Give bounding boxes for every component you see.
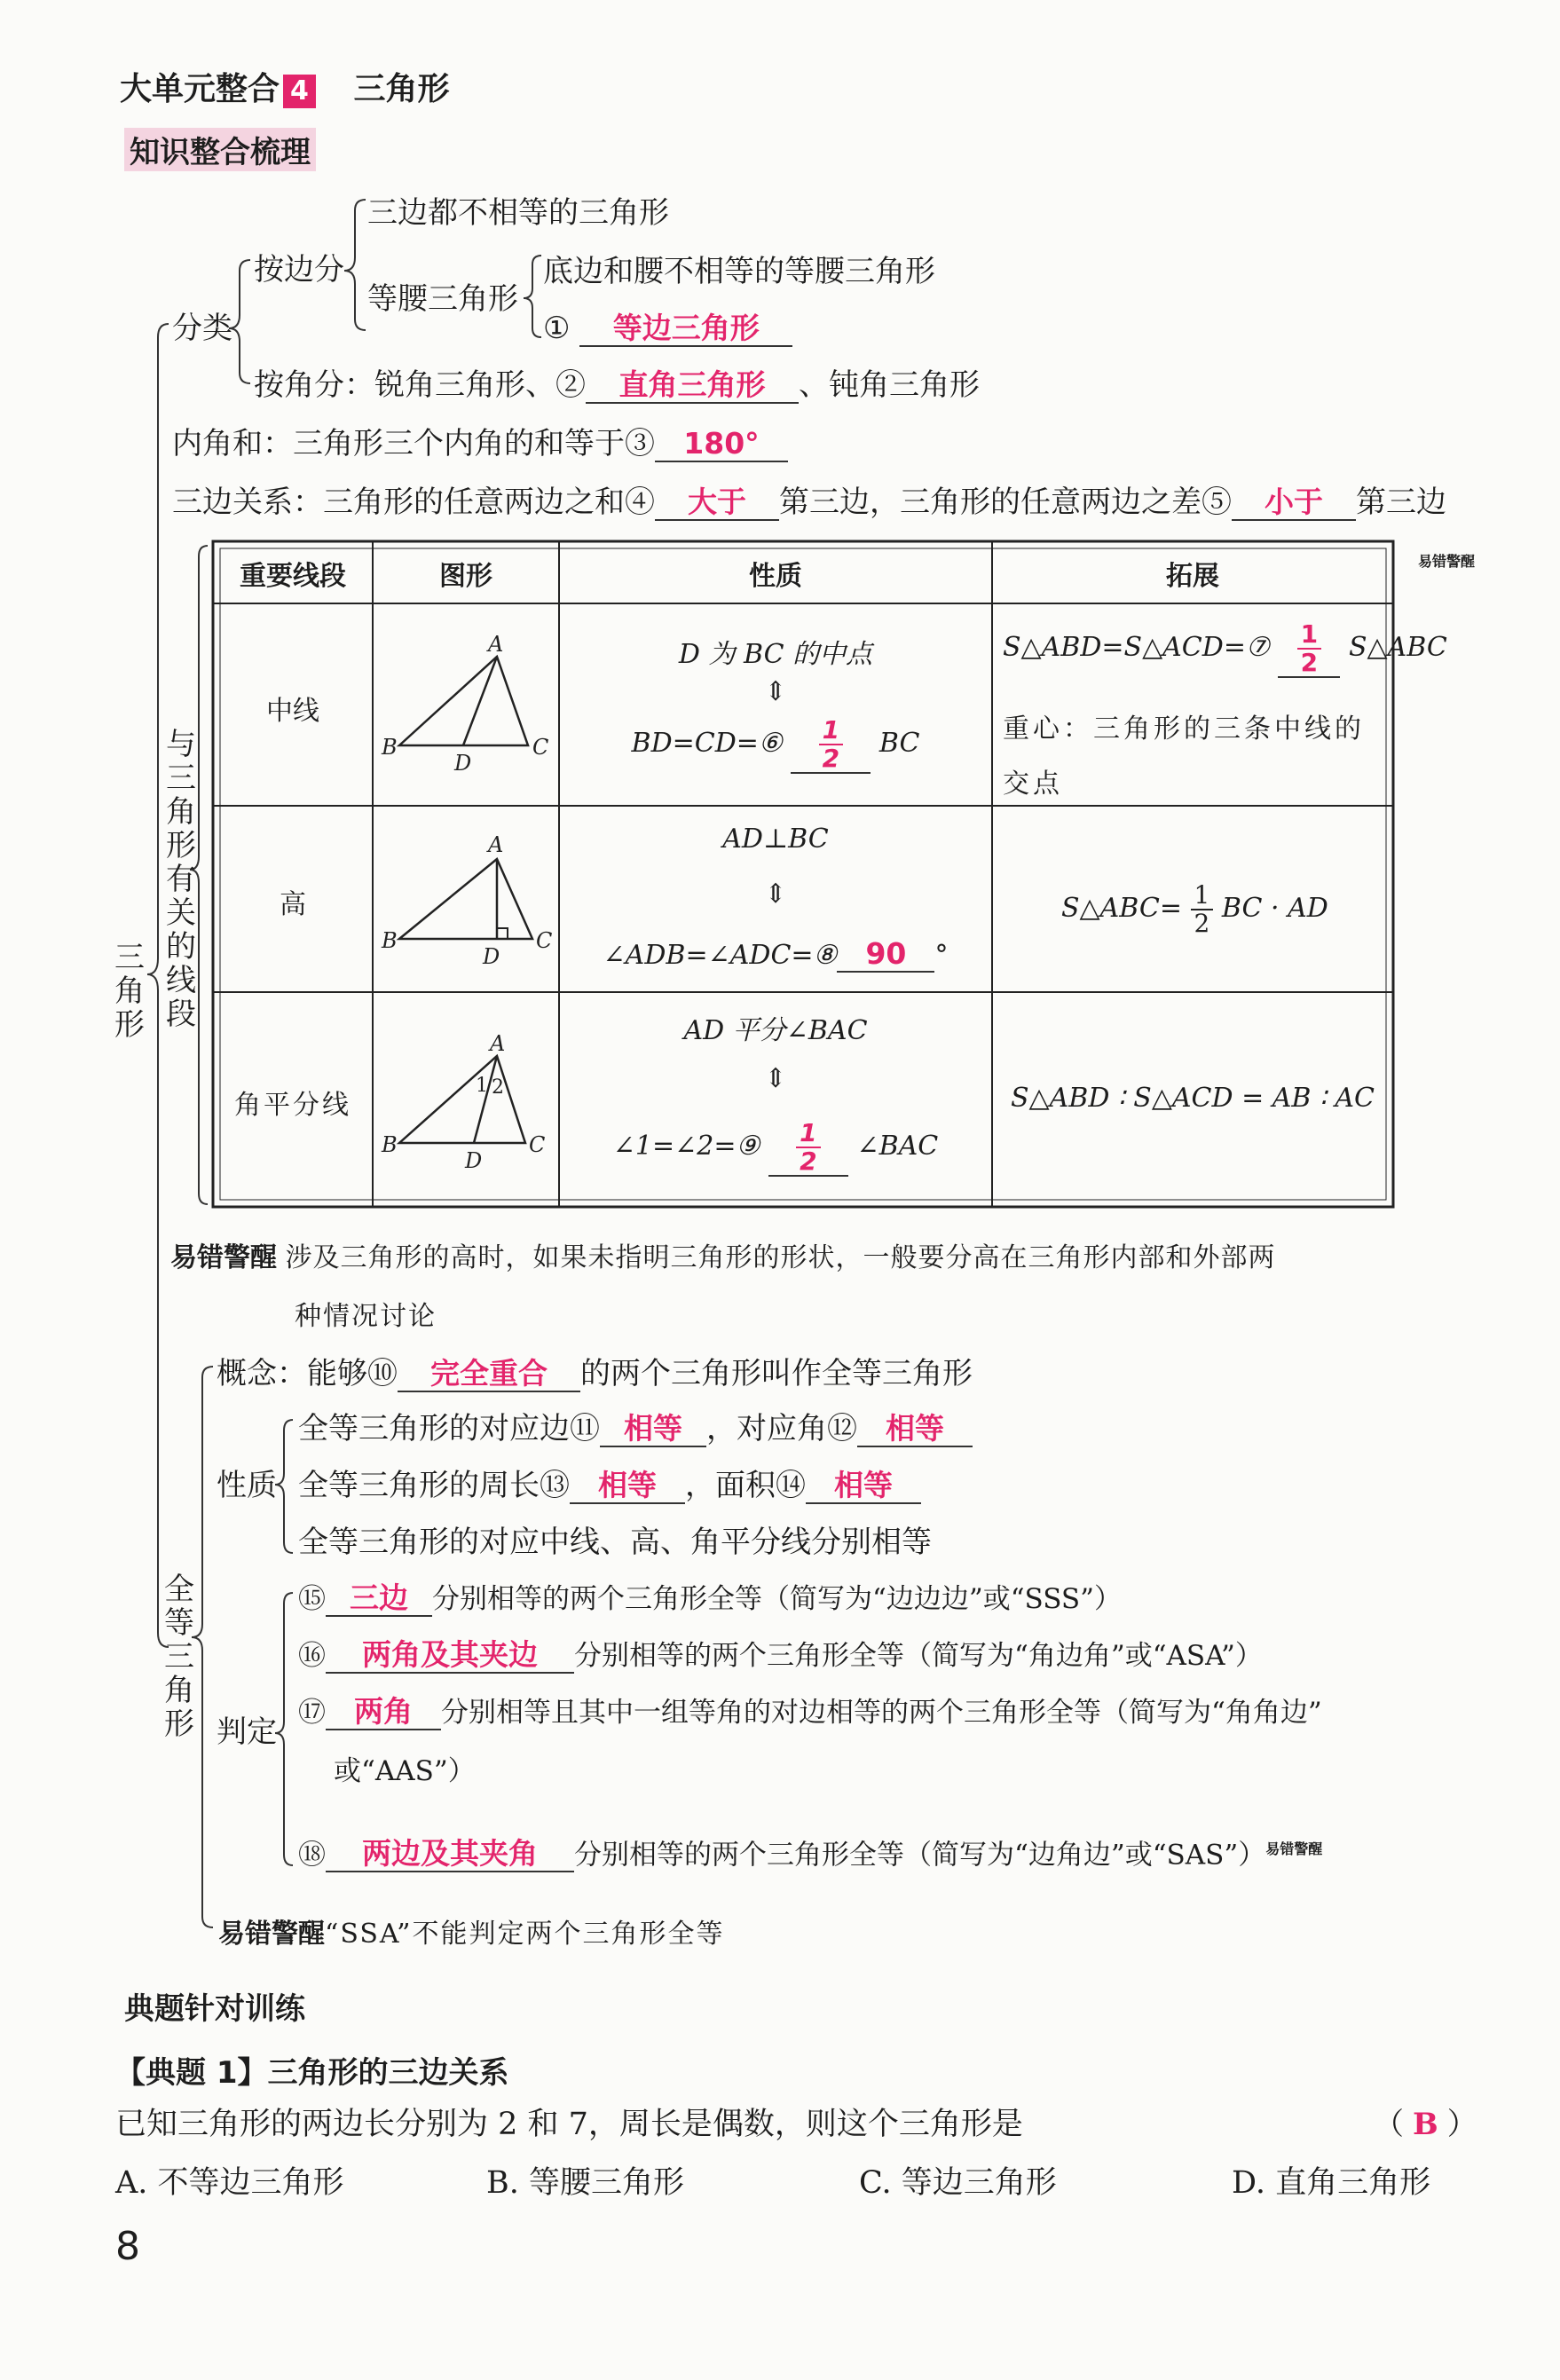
warning-1-line2: 种情况讨论 bbox=[295, 1301, 437, 1332]
example-1-option-b: B. 等腰三角形 bbox=[486, 2165, 684, 2201]
bisector-label-d: D bbox=[465, 1148, 483, 1173]
warning-2-tag: 易错警醒 bbox=[218, 1919, 325, 1950]
congruent-prop-1-a: 全等三角形的对应边⑪ bbox=[298, 1411, 600, 1446]
median-label-a: A bbox=[488, 632, 504, 657]
row-median-prop-bottom bbox=[559, 717, 992, 774]
judge-18 bbox=[298, 1832, 1322, 1872]
tree-classify-label: 分类 bbox=[172, 311, 232, 346]
row-bisector-prop-bottom-a: ∠1=∠2=⑨ bbox=[612, 1131, 760, 1162]
answer-2: 直角三角形 bbox=[586, 368, 799, 404]
judge-15-text: 分别相等的两个三角形全等（简写为“边边边”或“SSS”） bbox=[432, 1583, 1123, 1615]
judge-17-text-a: 分别相等且其中一组等角的对边相等的两个三角形全等（简写为“角角边” bbox=[441, 1697, 1322, 1729]
table-header-segment: 重要线段 bbox=[240, 561, 346, 592]
judge-18-warn-tag: 易错警醒 bbox=[1265, 1840, 1323, 1857]
tree-segments-label: 与三角形有关的线段 bbox=[166, 727, 196, 1032]
row-bisector-ext: S△ABD ∶ S△ACD = AB ∶ AC bbox=[1011, 1083, 1375, 1114]
warning-1 bbox=[170, 1241, 1276, 1276]
warning-1-text-a: 涉及三角形的高时，如果未指明三角形的形状，一般要分高在三角形内部和外部两 bbox=[285, 1242, 1276, 1273]
answer-9-den: 2 bbox=[800, 1147, 817, 1176]
example-1-title: 【典题 1】三角形的三边关系 bbox=[115, 2055, 509, 2091]
example-1-answer-paren bbox=[1374, 2107, 1477, 2142]
warning-1-tag: 易错警醒 bbox=[170, 1242, 277, 1273]
row-median-ext3: 交点 bbox=[1003, 768, 1063, 800]
row-bisector-prop-top: AD 平分∠BAC bbox=[683, 1015, 868, 1046]
answer-14: 相等 bbox=[806, 1469, 921, 1504]
page-number: 8 bbox=[115, 2224, 140, 2269]
unit-title-prefix: 大单元整合 bbox=[120, 71, 280, 107]
congruent-prop-1-b: ，对应角⑫ bbox=[706, 1411, 857, 1446]
judge-15-num: ⑮ bbox=[298, 1583, 326, 1615]
answer-1: 等边三角形 bbox=[579, 311, 792, 347]
answer-16: 两角及其夹边 bbox=[326, 1638, 574, 1674]
warning-2-text: “SSA”不能判定两个三角形全等 bbox=[325, 1919, 725, 1950]
height-figure bbox=[373, 806, 559, 992]
judge-17 bbox=[298, 1695, 1322, 1730]
answer-15: 三边 bbox=[326, 1581, 432, 1617]
tree-side-rel-text-a: 三边关系：三角形的任意两边之和④ bbox=[172, 485, 655, 520]
tree-angle-sum-text: 内角和：三角形三个内角的和等于③ bbox=[172, 426, 655, 461]
example-1-paren-right: ） bbox=[1446, 2107, 1477, 2142]
row-height-ext-b: BC · AD bbox=[1221, 893, 1328, 924]
row-median-prop-bottom-a: BD=CD=⑥ bbox=[631, 728, 783, 759]
answer-4: 大于 bbox=[655, 485, 779, 521]
circle-num-1: ① bbox=[543, 311, 571, 346]
example-1-option-a: A. 不等边三角形 bbox=[115, 2165, 344, 2201]
example-1-option-d: D. 直角三角形 bbox=[1232, 2165, 1431, 2201]
example-1-question: 已知三角形的两边长分别为 2 和 7，周长是偶数，则这个三角形是 bbox=[115, 2107, 1023, 2142]
row-height-name: 高 bbox=[280, 889, 306, 920]
table-header-extension: 拓展 bbox=[1166, 561, 1219, 592]
judge-17-line2: 或“AAS”） bbox=[334, 1755, 476, 1787]
bisector-label-c: C bbox=[529, 1132, 546, 1157]
answer-7-den: 2 bbox=[1300, 648, 1319, 677]
answer-10: 完全重合 bbox=[398, 1357, 580, 1392]
unit-number-badge: 4 bbox=[283, 75, 316, 108]
answer-7 bbox=[1278, 621, 1340, 678]
row-height-prop-top: AD⊥BC bbox=[722, 824, 829, 855]
tree-side-rel-text-b: 第三边，三角形的任意两边之差⑤ bbox=[779, 485, 1232, 520]
bisector-label-1: 1 bbox=[476, 1075, 488, 1097]
congruent-property-label: 性质 bbox=[217, 1468, 277, 1503]
height-label-c: C bbox=[536, 928, 553, 953]
median-label-d: D bbox=[454, 751, 472, 776]
height-label-d: D bbox=[483, 944, 500, 969]
answer-17: 两角 bbox=[326, 1695, 441, 1730]
congruent-prop-2-b: ，面积⑭ bbox=[685, 1468, 806, 1503]
row-median-name: 中线 bbox=[266, 696, 319, 727]
tree-iso-base-neq: 底边和腰不相等的等腰三角形 bbox=[543, 254, 935, 289]
row-height-ext bbox=[1061, 882, 1328, 937]
congruent-prop-2 bbox=[298, 1468, 921, 1504]
section-title-knowledge: 知识整合梳理 bbox=[124, 128, 316, 171]
row-median-ext1 bbox=[1003, 621, 1447, 678]
height-label-a: A bbox=[488, 832, 504, 857]
judge-18-num: ⑱ bbox=[298, 1839, 326, 1872]
row-height-prop-bottom-a: ∠ADB=∠ADC=⑧ bbox=[603, 940, 838, 971]
judge-15 bbox=[298, 1581, 1122, 1617]
answer-3: 180° bbox=[655, 427, 788, 462]
row-height-arrow: ⇕ bbox=[764, 879, 787, 910]
row-median-ext1-b: S△ABC bbox=[1348, 632, 1447, 663]
tree-isosceles-label: 等腰三角形 bbox=[367, 281, 518, 317]
tree-side-rel-text-c: 第三边 bbox=[1356, 485, 1446, 520]
tree-congruent-label: 全等三角形 bbox=[164, 1572, 194, 1742]
congruent-prop-2-a: 全等三角形的周长⑬ bbox=[298, 1468, 570, 1503]
answer-9-num: 1 bbox=[796, 1120, 820, 1148]
answer-13: 相等 bbox=[570, 1469, 685, 1504]
tree-root-label: 三角形 bbox=[114, 940, 145, 1043]
row-height-prop-bottom bbox=[559, 937, 992, 973]
row-height-ext-a: S△ABC= bbox=[1061, 893, 1182, 924]
example-1-paren-left: （ bbox=[1374, 2107, 1404, 2142]
judge-16 bbox=[298, 1638, 1263, 1674]
answer-12: 相等 bbox=[857, 1412, 973, 1447]
height-label-b: B bbox=[382, 928, 398, 953]
table-warn-tag: 易错警醒 bbox=[1418, 553, 1476, 570]
table-header-property: 性质 bbox=[749, 561, 802, 592]
row-median-prop-top: D 为 BC 的中点 bbox=[678, 639, 873, 670]
answer-5: 小于 bbox=[1232, 485, 1356, 521]
bisector-label-a: A bbox=[490, 1031, 506, 1056]
answer-11: 相等 bbox=[600, 1412, 706, 1447]
unit-title: 三角形 bbox=[353, 71, 450, 107]
row-bisector-prop-bottom bbox=[559, 1120, 992, 1177]
congruent-judge-label: 判定 bbox=[217, 1714, 277, 1750]
row-bisector-name: 角平分线 bbox=[234, 1090, 351, 1121]
congruent-prop-1 bbox=[298, 1411, 973, 1447]
row-bisector-arrow: ⇕ bbox=[764, 1063, 787, 1094]
row-median-ext2: 重心：三角形的三条中线的 bbox=[1003, 713, 1365, 745]
judge-18-text: 分别相等的两个三角形全等（简写为“边角边”或“SAS”） bbox=[574, 1839, 1266, 1872]
row-bisector-prop-bottom-b: ∠BAC bbox=[856, 1131, 939, 1162]
table-header-figure: 图形 bbox=[439, 561, 492, 592]
row-height-ext-den: 2 bbox=[1194, 909, 1210, 938]
row-median-ext1-a: S△ABD=S△ACD=⑦ bbox=[1003, 632, 1270, 663]
judge-17-num: ⑰ bbox=[298, 1697, 326, 1729]
answer-18: 两边及其夹角 bbox=[326, 1837, 574, 1872]
answer-6 bbox=[791, 717, 871, 774]
congruent-concept-b: 的两个三角形叫作全等三角形 bbox=[580, 1356, 973, 1391]
answer-8: 90 bbox=[837, 937, 934, 973]
example-1-answer: B bbox=[1413, 2107, 1438, 2142]
answer-7-num: 1 bbox=[1297, 621, 1321, 650]
median-label-c: C bbox=[532, 735, 549, 760]
row-median-arrow: ⇕ bbox=[764, 676, 787, 707]
answer-9 bbox=[768, 1120, 848, 1177]
section-title-practice: 典题针对训练 bbox=[124, 1991, 305, 2027]
bisector-label-2: 2 bbox=[492, 1076, 504, 1099]
example-1-option-c: C. 等边三角形 bbox=[859, 2165, 1057, 2201]
judge-16-text: 分别相等的两个三角形全等（简写为“角边角”或“ASA”） bbox=[574, 1640, 1263, 1672]
row-median-prop-bottom-b: BC bbox=[878, 728, 920, 759]
tree-scalene: 三边都不相等的三角形 bbox=[367, 195, 669, 231]
warning-2 bbox=[218, 1917, 725, 1952]
congruent-concept-a: 概念：能够⑩ bbox=[217, 1356, 398, 1391]
row-height-ext-num: 1 bbox=[1191, 882, 1214, 910]
row-height-prop-bottom-b: ° bbox=[934, 940, 949, 971]
answer-6-num: 1 bbox=[819, 717, 843, 745]
median-label-b: B bbox=[382, 735, 398, 760]
congruent-concept bbox=[217, 1356, 973, 1392]
tree-by-angle-text-a: 按角分：锐角三角形、② bbox=[254, 367, 586, 403]
congruent-prop-3: 全等三角形的对应中线、高、角平分线分别相等 bbox=[298, 1525, 932, 1560]
bisector-label-b: B bbox=[382, 1132, 398, 1157]
bisector-figure bbox=[373, 992, 559, 1207]
tree-by-angle-text-b: 、钝角三角形 bbox=[799, 367, 980, 403]
judge-16-num: ⑯ bbox=[298, 1640, 326, 1672]
tree-by-side-label: 按边分 bbox=[254, 252, 344, 288]
median-figure bbox=[373, 603, 559, 806]
answer-6-den: 2 bbox=[822, 744, 840, 773]
